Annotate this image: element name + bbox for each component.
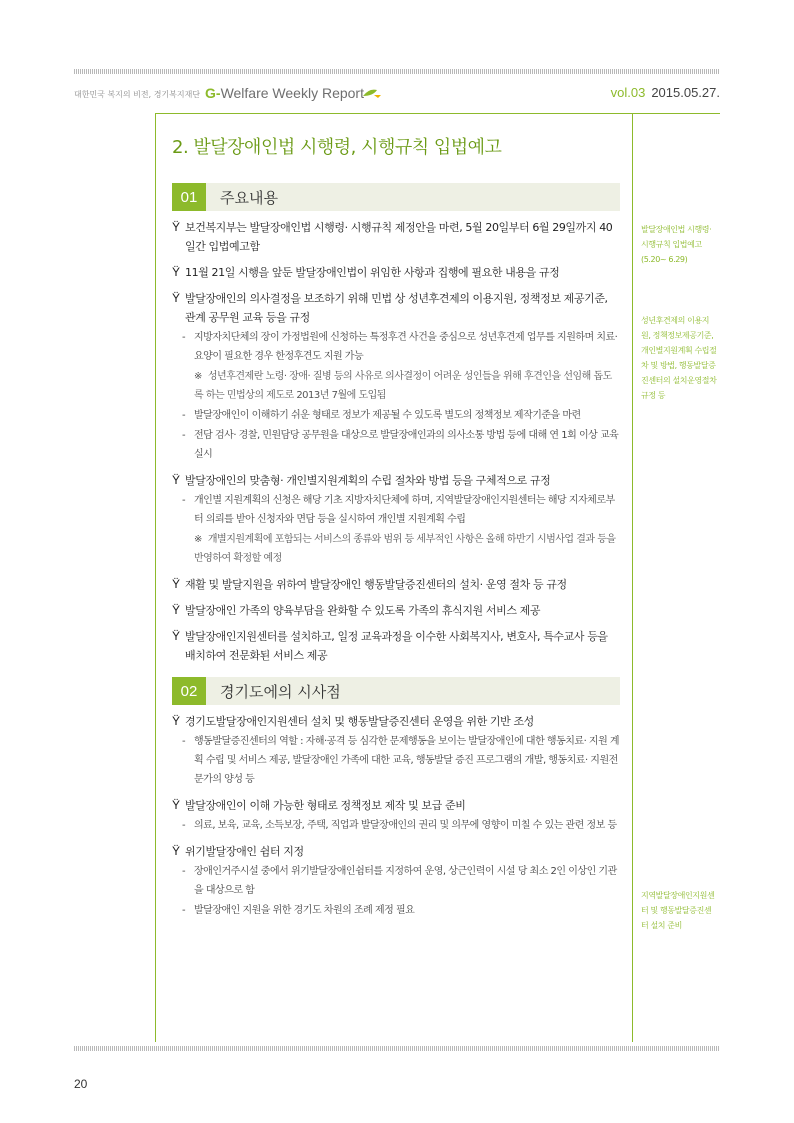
content-list-2	[172, 712, 620, 920]
dash-mark: -	[182, 332, 186, 343]
bullet-text: 재활 및 발달지원을 위하여 발달장애인 행동발달증진센터의 설치· 운영 절차 등 규정	[185, 578, 567, 591]
dash-text: 의료, 보육, 교육, 소득보장, 주택, 직업과 발달장애인의 권리 및 의무에 영향이 미칠 수 있는 관련 정보 등	[194, 820, 617, 831]
brand-prefix: G-	[205, 85, 221, 101]
bullet-mark: Ÿ	[172, 844, 180, 858]
subsection-number: 02	[172, 677, 206, 705]
dash-text: 발달장애인이 이해하기 쉬운 형태로 정보가 제공될 수 있도록 별도의 정책정보 제작기준을 마련	[194, 410, 581, 421]
note-mark: ※	[194, 371, 202, 382]
subsection-title: 경기도에의 시사점	[220, 682, 341, 701]
bottom-hatch-rule	[74, 1046, 720, 1051]
bullet-mark: Ÿ	[172, 629, 180, 643]
subsection-number: 01	[172, 183, 206, 211]
bullet-text: 보건복지부는 발달장애인법 시행령· 시행규칙 제정안을 마련, 5월 20일부터 6월 29일까지 40일간 입법예고함	[185, 221, 613, 253]
dash-text: 지방자치단체의 장이 가정법원에 신청하는 특정후견 사건을 중심으로 성년후견제 업무를 지원하며 치료· 요양이 필요한 경우 한정후견도 지원 가능	[194, 332, 618, 362]
note-item	[172, 367, 620, 405]
bullet-text: 발달장애인이 이해 가능한 형태로 정책정보 제작 및 보급 준비	[185, 799, 466, 812]
page-number: 20	[74, 1077, 88, 1091]
dash-text: 발달장애인 지원을 위한 경기도 차원의 조례 제정 필요	[194, 905, 415, 916]
bullet-text: 발달장애인의 의사결정을 보조하기 위해 민법 상 성년후견제의 이용지원, 정책정보 제공기준, 관계 공무원 교육 등을 규정	[185, 292, 608, 324]
bullet-mark: Ÿ	[172, 220, 180, 234]
dash-item	[172, 862, 620, 900]
dash-text: 개인별 지원계획의 신청은 해당 기초 지방자치단체에 하며, 지역발달장애인지원센터는 해당 지자체로부터 의뢰를 받아 신청자와 면담 등을 실시하여 개인별 지원계획 수립	[194, 495, 615, 525]
subsection-header-main-content	[172, 183, 620, 211]
dash-text: 전담 검사· 경찰, 민원담당 공무원을 대상으로 발달장애인과의 의사소통 방법 등에 대해 연 1회 이상 교육 실시	[194, 430, 619, 460]
sidenote: 발달장애인법 시행령· 시행규칙 입법예고(5.20~ 6.29)	[641, 225, 712, 264]
dash-mark: -	[182, 430, 186, 441]
dash-text: 행동발달증진센터의 역할 : 자해·공격 등 심각한 문제행동을 보이는 발달장애인에 대한 행동치료· 지원 계획 수립 및 서비스 제공, 발달장애인 가족에 대한 교육, 행동발달 증진 프로그램의 개발, 행동치료· 지원전문가의 양성 등	[194, 736, 620, 785]
dash-mark: -	[182, 820, 186, 831]
bullet-mark: Ÿ	[172, 714, 180, 728]
brand-logo	[205, 85, 364, 101]
section-title: 2. 발달장애인법 시행령, 시행규칙 입법예고	[172, 137, 502, 158]
bullet-mark: Ÿ	[172, 798, 180, 812]
bullet-text: 발달장애인 가족의 양육부담을 완화할 수 있도록 가족의 휴식지원 서비스 제공	[185, 604, 541, 617]
content-list-1	[172, 218, 620, 665]
bullet-item	[172, 712, 620, 731]
dash-item	[172, 426, 620, 464]
dash-mark: -	[182, 905, 186, 916]
bullet-item	[172, 575, 620, 594]
bullet-mark: Ÿ	[172, 603, 180, 617]
dash-mark: -	[182, 495, 186, 506]
brand-name: Welfare Weekly Report	[220, 85, 364, 101]
dash-item	[172, 732, 620, 789]
dash-item	[172, 491, 620, 529]
bullet-mark: Ÿ	[172, 577, 180, 591]
issue-info	[611, 85, 720, 100]
bullet-mark: Ÿ	[172, 265, 180, 279]
main-column	[172, 113, 620, 920]
bullet-text: 11월 21일 시행을 앞둔 발달장애인법이 위임한 사항과 집행에 필요한 내용을 규정	[185, 266, 560, 279]
bullet-text: 발달장애인의 맞춤형· 개인별지원계획의 수립 절차와 방법 등을 구체적으로 규정	[185, 474, 551, 487]
bullet-item	[172, 601, 620, 620]
dash-mark: -	[182, 736, 186, 747]
volume-label: vol.03	[610, 85, 646, 100]
dash-item	[172, 816, 620, 835]
bullet-item	[172, 471, 620, 490]
sidenote: 지역발달장애인지원센터 및 행동발달증진센터 설치 준비	[641, 891, 715, 930]
issue-date: 2015.05.27.	[651, 85, 720, 100]
leaf-icon	[361, 86, 383, 100]
sidenote: 성년후견제의 이용지원, 정책정보제공기준, 개인별지원계획 수립절차 및 방법, 행동발달증진센터의 설치운영절차 규정 등	[641, 316, 717, 400]
dash-item	[172, 328, 620, 366]
dash-mark: -	[182, 410, 186, 421]
dash-item	[172, 901, 620, 920]
bullet-item	[172, 218, 620, 256]
header-slogan: 대한민국 복지의 비전, 경기복지재단	[74, 90, 201, 99]
bullet-text: 경기도발달장애인지원센터 설치 및 행동발달증진센터 운영을 위한 기반 조성	[185, 715, 534, 728]
bullet-item	[172, 796, 620, 815]
subsection-header-implications	[172, 677, 620, 705]
bullet-item	[172, 842, 620, 861]
bullet-text: 발달장애인지원센터를 설치하고, 일정 교육과정을 이수한 사회복지사, 변호사, 특수교사 등을 배치하여 전문화된 서비스 제공	[185, 630, 608, 662]
dash-item	[172, 406, 620, 425]
right-column-rule	[632, 113, 633, 1042]
left-column-rule	[155, 113, 156, 1042]
bullet-mark: Ÿ	[172, 291, 180, 305]
note-text: 성년후견제란 노령· 장애· 질병 등의 사유로 의사결정이 어려운 성인들을 위해 후견인을 선임해 돕도록 하는 민법상의 제도로 2013년 7월에 도입됨	[194, 371, 612, 401]
bullet-item	[172, 263, 620, 282]
page-header	[74, 84, 720, 106]
bullet-mark: Ÿ	[172, 473, 180, 487]
dash-mark: -	[182, 866, 186, 877]
bullet-text: 위기발달장애인 쉼터 지정	[185, 845, 304, 858]
bullet-item	[172, 289, 620, 327]
dash-text: 장애인거주시설 중에서 위기발달장애인쉼터를 지정하여 운영, 상근인력이 시설 당 최소 2인 이상인 기관을 대상으로 함	[194, 866, 617, 896]
subsection-title: 주요내용	[220, 188, 278, 207]
top-hatch-rule	[74, 69, 720, 74]
bullet-item	[172, 627, 620, 665]
note-text: 개별지원계획에 포함되는 서비스의 종류와 범위 등 세부적인 사항은 올해 하반기 시범사업 결과 등을 반영하여 확정할 예정	[194, 534, 616, 564]
note-mark: ※	[194, 534, 202, 545]
note-item	[172, 530, 620, 568]
